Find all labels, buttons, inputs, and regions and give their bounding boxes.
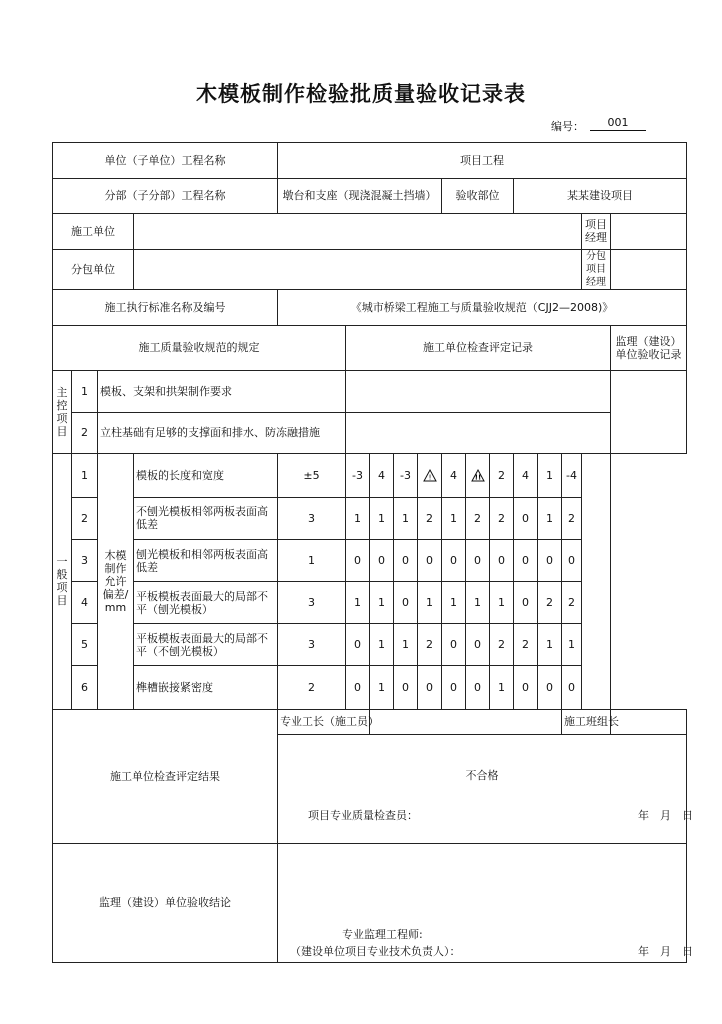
general-item-tolerance: 3 xyxy=(278,498,346,540)
measured-value[interactable]: 2 xyxy=(562,582,582,624)
row-contractor xyxy=(53,214,687,250)
measured-value[interactable]: 0 xyxy=(538,539,562,582)
general-item-text: 平板模板表面最大的局部不平（刨光模板） xyxy=(134,582,278,624)
measured-value[interactable]: 0 xyxy=(514,665,538,709)
measured-value[interactable]: 0 xyxy=(562,539,582,582)
inspection-form-table xyxy=(52,142,693,963)
team-leader-value[interactable] xyxy=(611,709,687,734)
general-item-no: 2 xyxy=(72,498,98,540)
inspector-cell xyxy=(278,808,693,843)
measured-value[interactable]: 0 xyxy=(442,539,466,582)
general-item-no: 1 xyxy=(72,454,98,498)
supervision-label: 监理（建设）单位验收结论 xyxy=(53,843,278,962)
unit-label: 单位（子单位）工程名称 xyxy=(53,143,278,179)
measured-value[interactable]: 0 xyxy=(466,539,490,582)
measured-value[interactable]: 0 xyxy=(418,539,442,582)
measured-value[interactable] xyxy=(466,454,490,498)
measured-value[interactable]: 0 xyxy=(394,539,418,582)
main-control-no: 1 xyxy=(72,370,98,412)
svg-text:!: ! xyxy=(428,473,431,482)
contractor-check-header: 施工单位检查评定记录 xyxy=(346,326,611,371)
supervision-engineer-label: 专业监理工程师: xyxy=(342,927,423,941)
check-part-value[interactable]: 某某建设项目 xyxy=(514,178,687,214)
measured-value[interactable]: 2 xyxy=(538,582,562,624)
measured-value[interactable]: 0 xyxy=(418,665,442,709)
subcontractor-label: 分包单位 xyxy=(53,249,134,290)
team-leader-label: 施工班组长 xyxy=(562,709,611,734)
measured-value[interactable]: 1 xyxy=(466,582,490,624)
division-value[interactable]: 墩台和支座（现浇混凝土挡墙） xyxy=(278,178,442,214)
result-value[interactable]: 不合格 xyxy=(278,735,687,816)
measured-value[interactable]: 1 xyxy=(442,498,466,540)
measured-value[interactable]: 0 xyxy=(466,665,490,709)
measured-value[interactable]: 0 xyxy=(442,665,466,709)
measured-value[interactable]: 0 xyxy=(394,665,418,709)
row-column-headers xyxy=(53,326,687,371)
standard-value[interactable]: 《城市桥梁工程施工与质量验收规范（CJJ2—2008)》 xyxy=(278,290,687,326)
supervision-engineer-sub-label: （建设单位项目专业技术负责人）： xyxy=(290,944,461,958)
measured-value[interactable]: 4 xyxy=(370,454,394,498)
measured-value[interactable]: 0 xyxy=(346,624,370,666)
measured-value[interactable]: 0 xyxy=(514,498,538,540)
supervision-cell[interactable] xyxy=(278,843,693,962)
row-division xyxy=(53,178,687,214)
measured-value[interactable]: 1 xyxy=(538,454,562,498)
contractor-value[interactable] xyxy=(134,214,582,250)
general-item-tolerance: 3 xyxy=(278,624,346,666)
inspector-date: 年 月 日 xyxy=(638,808,693,822)
measured-value[interactable]: 1 xyxy=(394,624,418,666)
main-control-text: 立柱基础有足够的支撑面和排水、防冻融措施 xyxy=(98,412,346,454)
measured-value[interactable]: 2 xyxy=(490,624,514,666)
general-item-tolerance: 3 xyxy=(278,582,346,624)
measured-value[interactable]: 0 xyxy=(538,665,562,709)
general-item-tolerance: ±5 xyxy=(278,454,346,498)
main-control-no: 2 xyxy=(72,412,98,454)
measured-value[interactable]: 1 xyxy=(490,665,514,709)
main-control-text: 模板、支架和拱架制作要求 xyxy=(98,370,346,412)
row-standard xyxy=(53,290,687,326)
standard-label: 施工执行标准名称及编号 xyxy=(53,290,278,326)
measured-value[interactable]: 2 xyxy=(490,498,514,540)
measured-value[interactable]: 1 xyxy=(442,582,466,624)
check-part-label: 验收部位 xyxy=(442,178,514,214)
main-control-row xyxy=(53,412,687,454)
general-item-tolerance: 2 xyxy=(278,665,346,709)
general-item-no: 4 xyxy=(72,582,98,624)
general-item-text: 不刨光模板相邻两板表面高低差 xyxy=(134,498,278,540)
result-label: 施工单位检查评定结果 xyxy=(53,709,278,843)
measured-value[interactable]: 2 xyxy=(490,454,514,498)
measured-value[interactable]: 1 xyxy=(538,624,562,666)
general-item-no: 5 xyxy=(72,624,98,666)
inspector-label: 项目专业质量检查员： xyxy=(308,808,418,822)
measured-value[interactable]: 1 xyxy=(394,498,418,540)
supervisor-check-header: 监理（建设）单位验收记录 xyxy=(611,326,687,371)
measured-value[interactable]: 1 xyxy=(490,582,514,624)
svg-text:!!: !! xyxy=(474,473,481,482)
warning-icon xyxy=(471,469,485,482)
measured-value[interactable]: 1 xyxy=(370,582,394,624)
sub-pm-label: 分包项目经理 xyxy=(582,249,611,290)
form-title: 木模板制作检验批质量验收记录表 xyxy=(196,82,526,106)
measured-value[interactable]: 4 xyxy=(442,454,466,498)
measured-value[interactable]: 1 xyxy=(418,582,442,624)
measured-value[interactable]: -4 xyxy=(562,454,582,498)
main-control-row xyxy=(53,370,687,412)
measured-value[interactable]: 0 xyxy=(442,624,466,666)
general-item-text: 榫槽嵌接紧密度 xyxy=(134,665,278,709)
code-value[interactable]: 001 xyxy=(590,116,646,131)
measured-value[interactable]: 2 xyxy=(514,624,538,666)
measured-value[interactable]: 0 xyxy=(562,665,582,709)
measured-value[interactable] xyxy=(418,454,442,498)
measured-value[interactable]: 1 xyxy=(562,624,582,666)
unit-value[interactable]: 项目工程 xyxy=(278,143,687,179)
subcontractor-value[interactable] xyxy=(134,249,582,290)
foreman-value[interactable] xyxy=(370,709,562,734)
general-item-no: 6 xyxy=(72,665,98,709)
measured-value[interactable]: 1 xyxy=(370,624,394,666)
contractor-label: 施工单位 xyxy=(53,214,134,250)
measured-value[interactable]: 2 xyxy=(418,498,442,540)
measured-value[interactable]: -3 xyxy=(394,454,418,498)
pm-label: 项目经理 xyxy=(582,214,611,250)
measured-value[interactable]: 0 xyxy=(370,539,394,582)
measured-value[interactable]: 0 xyxy=(346,665,370,709)
general-label: 一般项目 xyxy=(53,454,72,709)
supervision-date: 年 月 日 xyxy=(638,944,693,958)
measured-value[interactable]: 0 xyxy=(466,624,490,666)
sub-pm-value[interactable] xyxy=(611,249,687,290)
pm-value[interactable] xyxy=(611,214,687,250)
row-subcontractor xyxy=(53,249,687,290)
row-supervision xyxy=(53,843,687,962)
measured-value[interactable]: 2 xyxy=(562,498,582,540)
general-item-row xyxy=(53,454,687,498)
measured-value[interactable]: 0 xyxy=(490,539,514,582)
measured-value[interactable]: 0 xyxy=(514,539,538,582)
general-supervisor-record[interactable] xyxy=(582,454,611,709)
general-item-text: 模板的长度和宽度 xyxy=(134,454,278,498)
general-item-no: 3 xyxy=(72,539,98,582)
measured-value[interactable]: 1 xyxy=(346,498,370,540)
measured-value[interactable]: 2 xyxy=(466,498,490,540)
measured-value[interactable]: 2 xyxy=(418,624,442,666)
general-item-tolerance: 1 xyxy=(278,539,346,582)
general-item-text: 平板模板表面最大的局部不平（不刨光模板） xyxy=(134,624,278,666)
measured-value[interactable]: 1 xyxy=(346,582,370,624)
measured-value[interactable]: 1 xyxy=(538,498,562,540)
measured-value[interactable]: 1 xyxy=(370,665,394,709)
row-foreman xyxy=(53,709,687,734)
main-control-supervisor-record[interactable] xyxy=(611,370,687,454)
row-unit xyxy=(53,143,687,179)
main-control-record[interactable] xyxy=(346,412,611,454)
code-label: 编号： xyxy=(551,120,584,133)
measured-value[interactable]: 0 xyxy=(514,582,538,624)
measured-value[interactable]: 0 xyxy=(394,582,418,624)
general-group-label: 木模制作允许偏差/mm xyxy=(98,454,134,709)
main-control-record[interactable] xyxy=(346,370,611,412)
measured-value[interactable]: -3 xyxy=(346,454,370,498)
main-control-label: 主控项目 xyxy=(53,370,72,454)
general-item-text: 刨光模板和相邻两板表面高低差 xyxy=(134,539,278,582)
measured-value[interactable]: 1 xyxy=(370,498,394,540)
division-label: 分部（子分部）工程名称 xyxy=(53,178,278,214)
measured-value[interactable]: 0 xyxy=(346,539,370,582)
foreman-label: 专业工长（施工员） xyxy=(278,709,370,734)
spec-header: 施工质量验收规范的规定 xyxy=(53,326,346,371)
warning-icon xyxy=(423,469,437,482)
measured-value[interactable]: 4 xyxy=(514,454,538,498)
